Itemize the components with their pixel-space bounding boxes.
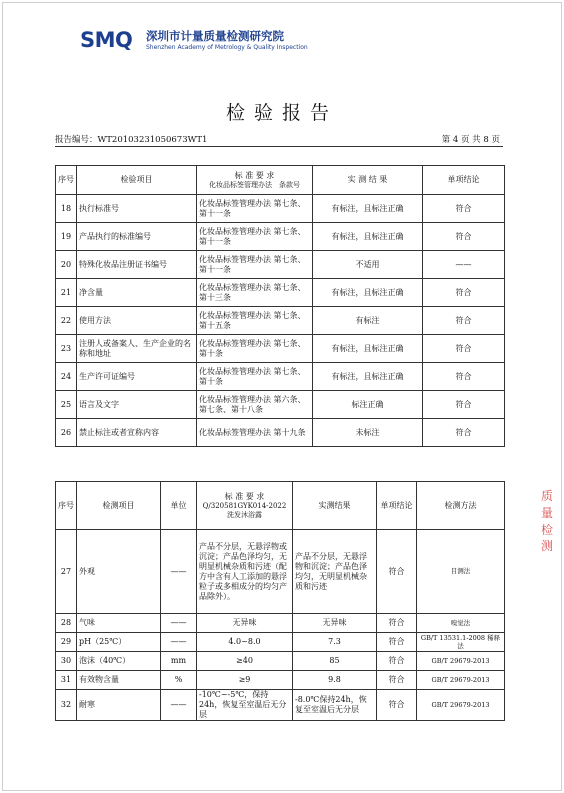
row-item: 气味: [77, 614, 161, 633]
row-conclusion: 符合: [423, 391, 505, 419]
row-result: 9.8: [293, 671, 377, 690]
row-result: -8.0℃保持24h，恢复至室温后无分层: [293, 690, 377, 721]
row-result: 有标注，且标注正确: [313, 363, 423, 391]
col-header-no: 序号: [56, 166, 77, 195]
col-header-standard-line3: 洗发沐浴露: [227, 510, 262, 519]
row-standard: ≥9: [197, 671, 293, 690]
row-no: 28: [56, 614, 77, 633]
col-header-standard-line1: 标 准 要 求: [224, 491, 265, 501]
table-row: [56, 335, 505, 363]
row-unit: ——: [161, 690, 197, 721]
table-row: [56, 307, 505, 335]
physicochemical-table: [55, 481, 505, 721]
row-standard: 化妆品标签管理办法 第七条、第十条: [197, 363, 313, 391]
row-conclusion: ——: [423, 251, 505, 279]
row-conclusion: 符合: [423, 363, 505, 391]
row-method: GB/T 29679-2013: [417, 671, 505, 690]
row-conclusion: 符合: [423, 335, 505, 363]
row-no: 26: [56, 419, 77, 447]
row-standard: 化妆品标签管理办法 第七条、第十三条: [197, 279, 313, 307]
row-standard: 化妆品标签管理办法 第六条、第七条、第十八条: [197, 391, 313, 419]
row-conclusion: 符合: [377, 690, 417, 721]
org-name-cn: 深圳市计量质量检测研究院: [146, 29, 284, 43]
row-item: 有效物含量: [77, 671, 161, 690]
col-header-item: 检验项目: [77, 166, 197, 195]
col-header-conclusion: 单项结论: [377, 482, 417, 530]
row-method: GB/T 13531.1-2008 稀释法: [417, 633, 505, 652]
row-result: 有标注，且标注正确: [313, 195, 423, 223]
col-header-conclusion: 单项结论: [423, 166, 505, 195]
row-item: 语言及文字: [77, 391, 197, 419]
col-header-unit: 单位: [161, 482, 197, 530]
row-result: 产品不分层，无悬浮物和沉淀；产品色泽均匀，无明显机械杂质和污迹: [293, 530, 377, 614]
row-no: 25: [56, 391, 77, 419]
row-result: 有标注: [313, 307, 423, 335]
row-standard: 化妆品标签管理办法 第七条、第十条: [197, 335, 313, 363]
row-conclusion: 符合: [423, 195, 505, 223]
row-item: 注册人或备案人、生产企业的名称和地址: [77, 335, 197, 363]
row-no: 30: [56, 652, 77, 671]
row-unit: ——: [161, 614, 197, 633]
logo-mark: SMQ: [80, 28, 133, 52]
row-standard: 无异味: [197, 614, 293, 633]
row-result: 7.3: [293, 633, 377, 652]
table-row: [56, 223, 505, 251]
row-result: 有标注，且标注正确: [313, 279, 423, 307]
col-header-standard-line1: 标 准 要 求: [234, 170, 275, 180]
table-row: [56, 251, 505, 279]
table-row: [56, 419, 505, 447]
row-conclusion: 符合: [377, 530, 417, 614]
row-conclusion: 符合: [377, 633, 417, 652]
row-method: GB/T 29679-2013: [417, 690, 505, 721]
header-divider: [55, 146, 503, 147]
row-no: 20: [56, 251, 77, 279]
table-row: [56, 652, 505, 671]
row-no: 23: [56, 335, 77, 363]
row-item: 特殊化妆品注册证书编号: [77, 251, 197, 279]
table-row: [56, 391, 505, 419]
row-conclusion: 符合: [377, 671, 417, 690]
row-result: 有标注，且标注正确: [313, 335, 423, 363]
col-header-result: 实 测 结 果: [313, 166, 423, 195]
row-method: 嗅觉法: [417, 614, 505, 633]
table-row: [56, 530, 505, 614]
col-header-standard: [197, 482, 293, 530]
col-header-standard-line2: 化妆品标签管理办法 条款号: [209, 180, 300, 189]
org-name-en: Shenzhen Academy of Metrology & Quality Inspection: [146, 44, 308, 51]
side-stamp: 质量检测: [541, 489, 554, 554]
row-no: 29: [56, 633, 77, 652]
col-header-method: 检测方法: [417, 482, 505, 530]
row-no: 31: [56, 671, 77, 690]
row-conclusion: 符合: [423, 279, 505, 307]
row-no: 21: [56, 279, 77, 307]
page-info: 第 4 页 共 8 页: [441, 135, 500, 145]
row-standard: 化妆品标签管理办法 第七条、第十一条: [197, 251, 313, 279]
row-result: 有标注，且标注正确: [313, 223, 423, 251]
row-conclusion: 符合: [423, 223, 505, 251]
row-result: 不适用: [313, 251, 423, 279]
row-conclusion: 符合: [377, 652, 417, 671]
table-header-row: [56, 482, 505, 530]
row-standard: -10℃~-5℃，保持24h，恢复至室温后无分层: [197, 690, 293, 721]
row-result: 未标注: [313, 419, 423, 447]
row-result: 标注正确: [313, 391, 423, 419]
row-unit: ——: [161, 530, 197, 614]
table-row: [56, 195, 505, 223]
row-no: 24: [56, 363, 77, 391]
row-item: 禁止标注或者宣称内容: [77, 419, 197, 447]
page-title: 检验报告: [225, 102, 338, 124]
row-standard: 化妆品标签管理办法 第七条、第十五条: [197, 307, 313, 335]
row-conclusion: 符合: [423, 419, 505, 447]
row-conclusion: 符合: [423, 307, 505, 335]
table-row: [56, 279, 505, 307]
row-no: 19: [56, 223, 77, 251]
table-row: [56, 671, 505, 690]
row-method: 目测法: [417, 530, 505, 614]
row-unit: %: [161, 671, 197, 690]
table-row: [56, 633, 505, 652]
row-standard: 化妆品标签管理办法 第七条、第十一条: [197, 223, 313, 251]
row-item: 使用方法: [77, 307, 197, 335]
col-header-result: 实测结果: [293, 482, 377, 530]
row-standard: 化妆品标签管理办法 第十九条: [197, 419, 313, 447]
row-item: 执行标准号: [77, 195, 197, 223]
row-item: 耐寒: [77, 690, 161, 721]
row-item: 生产许可证编号: [77, 363, 197, 391]
row-unit: mm: [161, 652, 197, 671]
table-row: [56, 614, 505, 633]
row-conclusion: 符合: [377, 614, 417, 633]
row-item: 外观: [77, 530, 161, 614]
row-no: 27: [56, 530, 77, 614]
row-item: 泡沫（40℃）: [77, 652, 161, 671]
row-item: 净含量: [77, 279, 197, 307]
row-result: 无异味: [293, 614, 377, 633]
col-header-standard-line2: Q/320581GYK014-2022: [202, 501, 287, 510]
row-item: 产品执行的标准编号: [77, 223, 197, 251]
row-standard: 化妆品标签管理办法 第七条、第十一条: [197, 195, 313, 223]
row-no: 22: [56, 307, 77, 335]
row-item: pH（25℃）: [77, 633, 161, 652]
col-header-standard: [197, 166, 313, 195]
report-number: 报告编号：WT20103231050673WT1: [55, 135, 208, 145]
row-standard: 4.0~8.0: [197, 633, 293, 652]
row-result: 85: [293, 652, 377, 671]
row-no: 18: [56, 195, 77, 223]
table-header-row: [56, 166, 505, 195]
table-row: [56, 690, 505, 721]
col-header-no: 序号: [56, 482, 77, 530]
row-unit: ——: [161, 633, 197, 652]
table-row: [56, 363, 505, 391]
col-header-item: 检测项目: [77, 482, 161, 530]
row-no: 32: [56, 690, 77, 721]
row-method: GB/T 29679-2013: [417, 652, 505, 671]
label-inspection-table: [55, 165, 505, 447]
row-standard: 产品不分层，无悬浮物或沉淀；产品色泽均匀，无明显机械杂质和污迹（配方中含有人工添加的悬浮粒子或多相成分的均匀产品除外）。: [197, 530, 293, 614]
row-standard: ≥40: [197, 652, 293, 671]
